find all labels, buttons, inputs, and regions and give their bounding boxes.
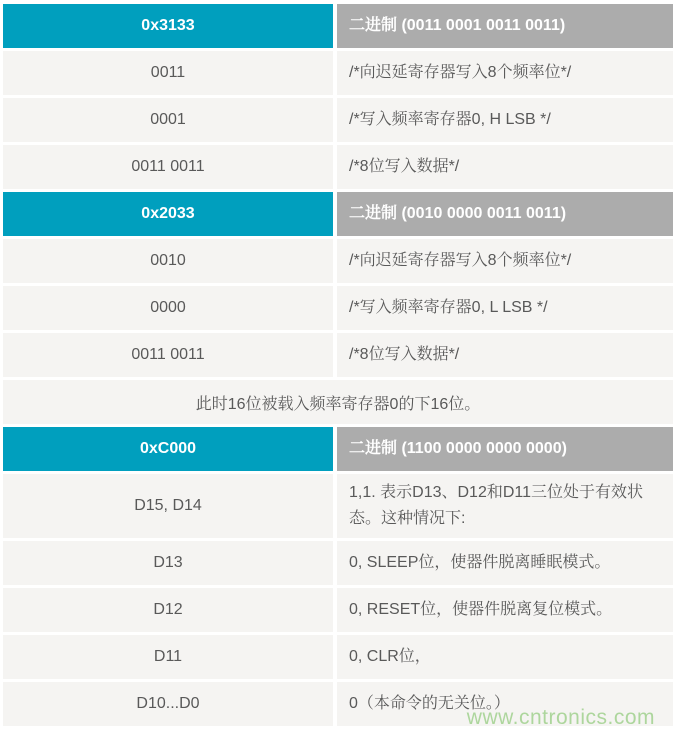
table-row [3,635,673,679]
comment-cell: 0（本命令的无关位。） [337,682,673,726]
bit-name-cell: D10...D0 [3,682,333,726]
register-table-0x3133 [3,4,673,189]
note-text: 此时16位被载入频率寄存器0的下16位。 [195,395,481,413]
register-table-0x2033 [3,192,673,424]
comment-cell: 0, RESET位，使器件脱离复位模式。 [337,588,673,632]
table-header-row [3,4,673,48]
table-row [3,588,673,632]
table-header-row [3,427,673,471]
comment-cell: /*向迟延寄存器写入8个频率位*/ [337,239,673,283]
table-row [3,286,673,330]
hex-value-header: 0x2033 [3,192,333,236]
register-table-0xC000 [3,427,673,726]
table-row [3,98,673,142]
comment-cell: /*写入频率寄存器0, H LSB */ [337,98,673,142]
bit-name-cell: D13 [3,541,333,585]
table-row [3,51,673,95]
bits-cell: 0011 0011 [3,145,333,189]
comment-cell: 1,1. 表示D13、D12和D11三位处于有效状态。这种情况下: [337,474,673,538]
comment-cell: /*8位写入数据*/ [337,145,673,189]
table-row [3,474,673,538]
comment-cell: /*8位写入数据*/ [337,333,673,377]
comment-cell: /*写入频率寄存器0, L LSB */ [337,286,673,330]
bits-cell: 0000 [3,286,333,330]
bits-cell: 0001 [3,98,333,142]
comment-cell: 0, CLR位， [337,635,673,679]
binary-value-header: 二进制 (0010 0000 0011 0011) [337,192,673,236]
table-row [3,541,673,585]
table-row [3,145,673,189]
site-watermark: www.cntronics.com [466,706,655,729]
binary-value-header: 二进制 (1100 0000 0000 0000) [337,427,673,471]
bits-cell: 0010 [3,239,333,283]
bit-name-cell: D15, D14 [3,474,333,538]
comment-cell: /*向迟延寄存器写入8个频率位*/ [337,51,673,95]
hex-value-header: 0x3133 [3,4,333,48]
table-row [3,333,673,377]
hex-value-header: 0xC000 [3,427,333,471]
table-row [3,682,673,726]
table-header-row [3,192,673,236]
bit-name-cell: D11 [3,635,333,679]
binary-value-header: 二进制 (0011 0001 0011 0011) [337,4,673,48]
table-note-row [3,380,673,424]
bits-cell: 0011 0011 [3,333,333,377]
bits-cell: 0011 [3,51,333,95]
table-row [3,239,673,283]
bit-name-cell: D12 [3,588,333,632]
comment-cell: 0, SLEEP位，使器件脱离睡眠模式。 [337,541,673,585]
